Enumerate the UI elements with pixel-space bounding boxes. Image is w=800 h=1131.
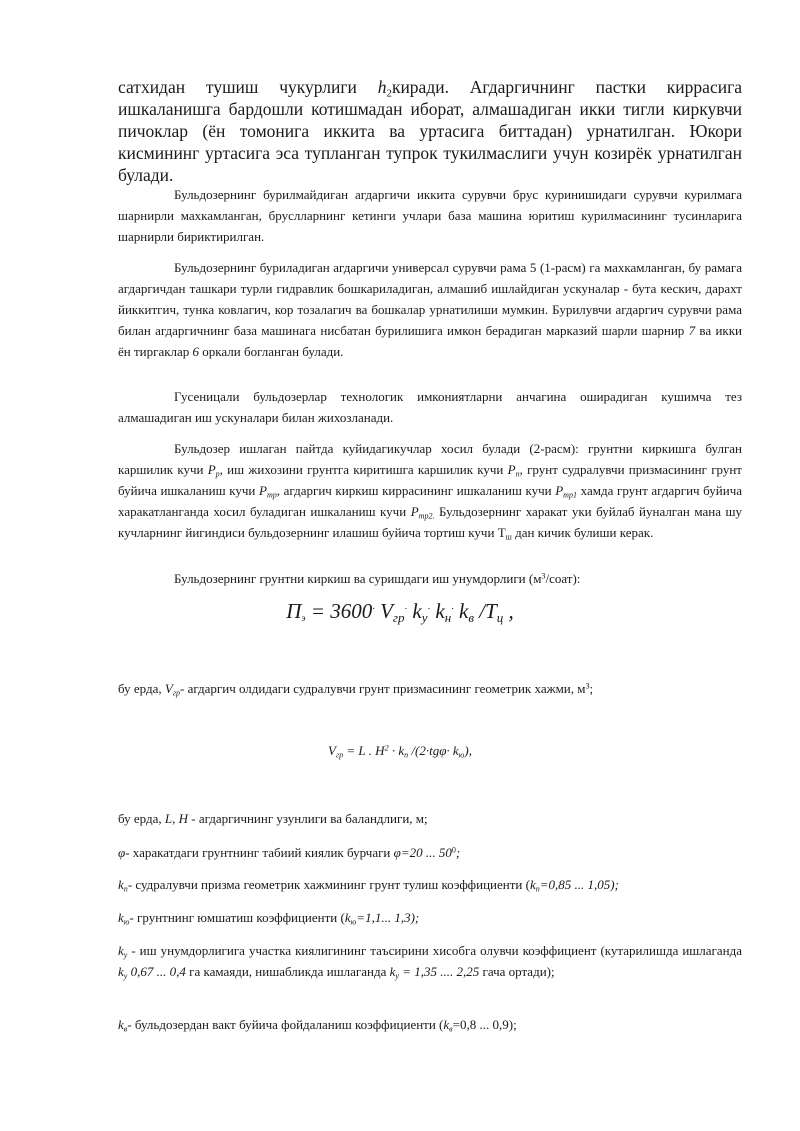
force-symbol: P: [555, 483, 564, 498]
definition-text: - бульдозердан вакт буйича фойдаланиш коэффициенти (: [127, 1017, 444, 1032]
formula-text: ),: [464, 743, 472, 758]
formula-text: /(2·tgφ· k: [408, 743, 459, 758]
definition-fill-coefficient: [118, 874, 742, 895]
definition-dimensions: [118, 808, 742, 829]
formula-dot: ·: [372, 604, 375, 616]
force-subscript: тр: [266, 490, 277, 500]
paragraph-text: /соат):: [545, 571, 581, 586]
hinge-number: 7: [688, 323, 696, 338]
intro-paragraph: [118, 76, 742, 186]
formula-subscript: гр: [335, 750, 344, 760]
formula-symbol: k: [398, 743, 405, 758]
definition-text: ,: [172, 811, 176, 826]
formula-symbol: k: [430, 599, 445, 623]
force-symbol: P: [207, 462, 216, 477]
definition-symbol: L: [164, 811, 173, 826]
formula-symbol: k: [453, 599, 469, 623]
depth-symbol-sub: 2: [386, 87, 392, 100]
definition-angle: [118, 842, 742, 863]
force-symbol: P: [410, 504, 419, 519]
definition-subscript: у: [123, 950, 128, 960]
definition-slope-coefficient: [118, 940, 742, 982]
formula-symbol: П: [286, 599, 302, 623]
definition-symbol: V: [164, 681, 173, 696]
definition-time-coefficient: [118, 1014, 742, 1035]
formula-subscript: у: [421, 609, 428, 625]
paragraph-text: , грунт судралувчи призмасининг грунт буйича ишкаланиш кучи: [118, 462, 742, 498]
definition-text: - иш унумдорлигига участка киялигининг таъсирини хисобга олувчи коэффициент (кутарилишда ишлаганда: [131, 943, 742, 958]
formula-symbol: V: [374, 599, 393, 623]
definition-symbol: k: [118, 877, 124, 892]
paragraph-text: Бульдозернинг буриладиган агдаргичи универсал сурувчи рама 5 (1-расм) га махкамланган, бу рамага агдаргичдан ташкари турли гидравлик бошкариладиган, алмашиб ишлайдиган ускуналар - бута кескич, дарахт йиккитгич, тунка ковлагич, кор тозалагич ва бошкалар урнатилиши мумкин. Бурилувчи агдаргич сурувчи рама билан агдаргичнинг база машинага нисбатан бурилишига имкон берадиган марказий шарли шарнир: [118, 260, 742, 338]
definition-value: k: [344, 910, 351, 925]
formula-symbol: V: [328, 743, 336, 758]
formula-subscript: п: [404, 750, 409, 760]
definition-symbol: k: [118, 1017, 124, 1032]
definition-text: бу ерда,: [118, 681, 162, 696]
definition-subscript: ю: [350, 917, 357, 927]
definition-value: ;: [455, 845, 461, 860]
intro-text: сатхидан тушиш чукурлиги: [118, 77, 357, 97]
formula-symbol: /T: [474, 599, 497, 623]
formula-dot: ·: [427, 604, 431, 616]
paragraph-text: ва икки ён тиргаклар: [118, 323, 742, 359]
force-subscript: р: [215, 469, 220, 479]
definition-value: =0,8 ... 0,9);: [452, 1017, 517, 1032]
definition-subscript: ю: [123, 917, 130, 927]
superscript: 0: [451, 845, 456, 855]
superscript: 3: [541, 571, 546, 581]
definition-symbol: k: [118, 910, 124, 925]
paragraph-text: дан кичик булиши керак.: [515, 525, 654, 540]
formula-subscript: н: [444, 609, 452, 625]
formula-subscript: ц: [496, 609, 504, 625]
formula-subscript: ю: [458, 750, 465, 760]
force-subscript: тр2.: [418, 511, 435, 521]
force-subscript: п: [515, 469, 520, 479]
paragraph-fixed-blade: [118, 184, 742, 247]
definition-subscript: в: [449, 1024, 453, 1034]
definition-symbol: k: [118, 964, 124, 979]
paragraph-text: оркали богланган булади.: [202, 344, 344, 359]
force-subscript: тр1: [563, 490, 578, 500]
definition-text: - грунтнинг юмшатиш коэффициенти (: [129, 910, 345, 925]
formula-text: = 3600: [305, 599, 373, 623]
superscript: 3: [585, 681, 590, 691]
definition-value: = 1,35 .... 2,25: [402, 964, 480, 979]
paragraph-rotary-blade: [118, 257, 742, 362]
paragraph-text: , агдаргич киркиш киррасининг ишкаланиш кучи: [276, 483, 552, 498]
formula-text: ,: [503, 599, 514, 623]
definition-subscript: у: [395, 971, 399, 981]
definition-value: =0,85 ... 1,05);: [539, 877, 619, 892]
definition-value: 0,67 ... 0,4: [130, 964, 186, 979]
definition-text: ;: [589, 681, 594, 696]
formula-superscript: 2: [384, 743, 389, 753]
definition-value: k: [443, 1017, 450, 1032]
definition-text: - агдаргич олдидаги судралувчи грунт призмасининг геометрик хажми, м: [179, 681, 586, 696]
paragraph-forces: [118, 438, 742, 543]
strut-number: 6: [192, 344, 200, 359]
volume-formula: [0, 741, 800, 761]
paragraph-text: Бульдозер ишлаган пайтда куйидагикучлар хосил булади (2-расм): грунтни киркишга булган каршилик кучи: [118, 441, 742, 477]
definition-text: - судралувчи призма геометрик хажмининг грунт тулиш коэффициенти (: [127, 877, 530, 892]
formula-dot: ·: [451, 604, 454, 616]
definition-subscript: гр: [172, 688, 180, 698]
paragraph-text: , иш жихозини грунтга киритишга каршилик кучи: [219, 462, 504, 477]
definition-subscript: п: [123, 884, 128, 894]
intro-text-rest: киради. Агдаргичнинг пастки киррасига ишкаланишга бардошли котишмадан иборат, алмашадиган икки тигли киркувчи пичоклар (ён томонига иккита ва уртасига биттадан) урнатилган. Юкори кисмининг уртасига эса тупланган тупрок тукилмаслиги учун козирёк урнатилган булади.: [118, 77, 743, 185]
force-symbol: P: [258, 483, 267, 498]
definition-symbol: H: [178, 811, 188, 826]
definition-subscript: п: [535, 884, 540, 894]
definition-text: бу ерда,: [118, 811, 162, 826]
paragraph-text: Бульдозернинг бурилмайдиган агдаргичи иккита сурувчи брус куринишидаги сурувчи курилмага шарнирли махкамланган, бруслларнинг кетинги учлари база машина юритиш курилмасининг тусинларига шарнирли бириктирилган.: [118, 187, 742, 244]
definition-loosening-coefficient: [118, 907, 742, 928]
definition-text: га камаяди, нишабликда ишлаганда: [189, 964, 387, 979]
depth-symbol: h: [377, 77, 387, 97]
definition-value: k: [529, 877, 536, 892]
paragraph-text: хамда грунт агдаргич буйича харакатланганда хосил буладиган ишкаланиш кучи: [118, 483, 743, 519]
formula-symbol: k: [407, 599, 422, 623]
definition-symbol: k: [389, 964, 396, 979]
paragraph-text: Бульдозернинг харакат уки буйлаб йуналган мана шу кучларнинг йигиндиси бульдозернинг илашиш буйича тортиш кучи: [118, 504, 743, 540]
paragraph-text: Гусеницали бульдозерлар технологик имкониятларни анчагина оширадиган кушимча тез алмашадиган иш ускуналари билан жихозланади.: [118, 389, 742, 425]
definition-text: - харакатдаги грунтнинг табиий киялик бурчаги: [125, 845, 391, 860]
definition-subscript: в: [123, 1024, 128, 1034]
definition-value: φ=20 ... 50: [393, 845, 452, 860]
force-subscript: ш: [505, 532, 512, 542]
definition-symbol: φ: [118, 845, 126, 860]
force-symbol: Т: [497, 525, 506, 540]
formula-dot: ·: [404, 604, 408, 616]
definition-text: - агдаргичнинг узунлиги ва баландлиги, м;: [191, 811, 428, 826]
paragraph-productivity: [118, 568, 742, 589]
formula-subscript: гр: [392, 609, 405, 625]
force-symbol: P: [507, 462, 516, 477]
formula-subscript: в: [468, 609, 475, 625]
definition-symbol: k: [118, 943, 124, 958]
productivity-formula: [0, 596, 800, 626]
definition-subscript: у: [123, 971, 128, 981]
formula-text: = L . H: [343, 743, 385, 758]
definition-text: гача ортади);: [482, 964, 555, 979]
paragraph-equipment: [118, 386, 742, 428]
formula-dot: ·: [388, 743, 399, 758]
formula-subscript: э: [301, 613, 306, 624]
paragraph-text: Бульдозернинг грунтни киркиш ва суришдаги иш унумдорлиги (м: [174, 571, 542, 586]
definition-volume: [118, 678, 742, 699]
definition-value: =1,1... 1,3);: [356, 910, 420, 925]
